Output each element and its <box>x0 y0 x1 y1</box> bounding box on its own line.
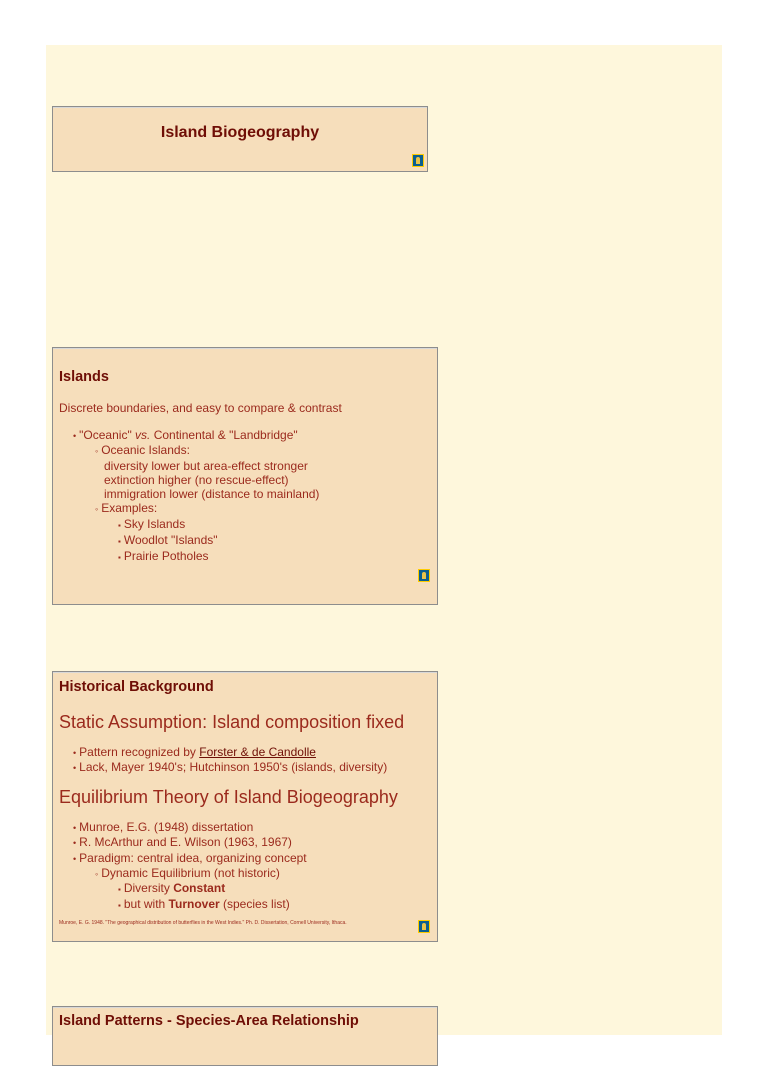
list-item: ▪ Woodlot "Islands" <box>104 533 319 549</box>
patterns-heading: Island Patterns - Species-Area Relationship <box>59 1013 359 1029</box>
equilibrium-subheading: Equilibrium Theory of Island Biogeography <box>59 787 398 807</box>
equilibrium-list <box>81 820 307 914</box>
list-item: ◦ Examples: ▪ Sky Islands ▪ Woodlot "Islands" ▪ Prairie Potholes <box>81 501 319 565</box>
islands-heading: Islands <box>59 369 109 385</box>
list-item: ▪ Prairie Potholes <box>104 549 319 565</box>
list-item: • Lack, Mayer 1940's; Hutchinson 1950's (islands, diversity) <box>81 760 387 775</box>
static-list <box>81 745 387 776</box>
islands-list <box>81 428 319 566</box>
page-background <box>46 45 722 1035</box>
history-heading: Historical Background <box>59 679 214 695</box>
slide-title: Island Biogeography <box>160 124 320 141</box>
list-item: immigration lower (distance to mainland) <box>104 487 320 502</box>
navigation-icon[interactable] <box>418 569 430 582</box>
list-item: • Paradigm: central idea, organizing concept ◦ Dynamic Equilibrium (not historic) ▪ Diversity Constant ▪ but with Turnover (species list) <box>81 851 307 914</box>
list-item: extinction higher (no rescue-effect) <box>104 472 289 487</box>
navigation-icon[interactable] <box>418 920 430 933</box>
list-item: • Munroe, E.G. (1948) dissertation <box>81 820 307 835</box>
footnote: Munroe, E. G. 1948. "The geographical distribution of butterflies in the West Indies." Ph. D. Dissertation, Cornell University, Ithaca. <box>59 920 347 926</box>
list-item: ◦ Dynamic Equilibrium (not historic) ▪ Diversity Constant ▪ but with Turnover (species list) <box>81 866 307 914</box>
static-subheading: Static Assumption: Island composition fixed <box>59 712 405 732</box>
list-item: ▪ but with Turnover (species list) <box>104 897 307 913</box>
patterns-slide <box>52 1006 438 1066</box>
list-item: • R. McArthur and E. Wilson (1963, 1967) <box>81 835 307 850</box>
islands-intro: Discrete boundaries, and easy to compare & contrast <box>59 401 342 415</box>
list-item: diversity lower but area-effect stronger <box>104 458 308 473</box>
list-item: ◦ Oceanic Islands: <box>81 443 319 458</box>
list-item: • "Oceanic" vs. Continental & "Landbridge" ◦ Oceanic Islands: diversity lower but area-effect stronger extinction higher (no rescue-effect) immigration lower (distance to mainland) ◦ Examples: ▪ Sky Islands ▪ Woodlot "Islands" ▪ Prairie Potholes <box>81 428 319 566</box>
list-item: ▪ Diversity Constant <box>104 881 307 897</box>
list-item: • Pattern recognized by Forster & de Candolle <box>81 745 387 760</box>
navigation-icon[interactable] <box>412 154 424 167</box>
islands-slide <box>52 347 438 605</box>
title-slide <box>52 106 428 172</box>
list-item: ▪ Sky Islands <box>104 517 319 533</box>
history-slide <box>52 671 438 942</box>
forster-link[interactable]: Forster & de Candolle <box>199 745 316 759</box>
